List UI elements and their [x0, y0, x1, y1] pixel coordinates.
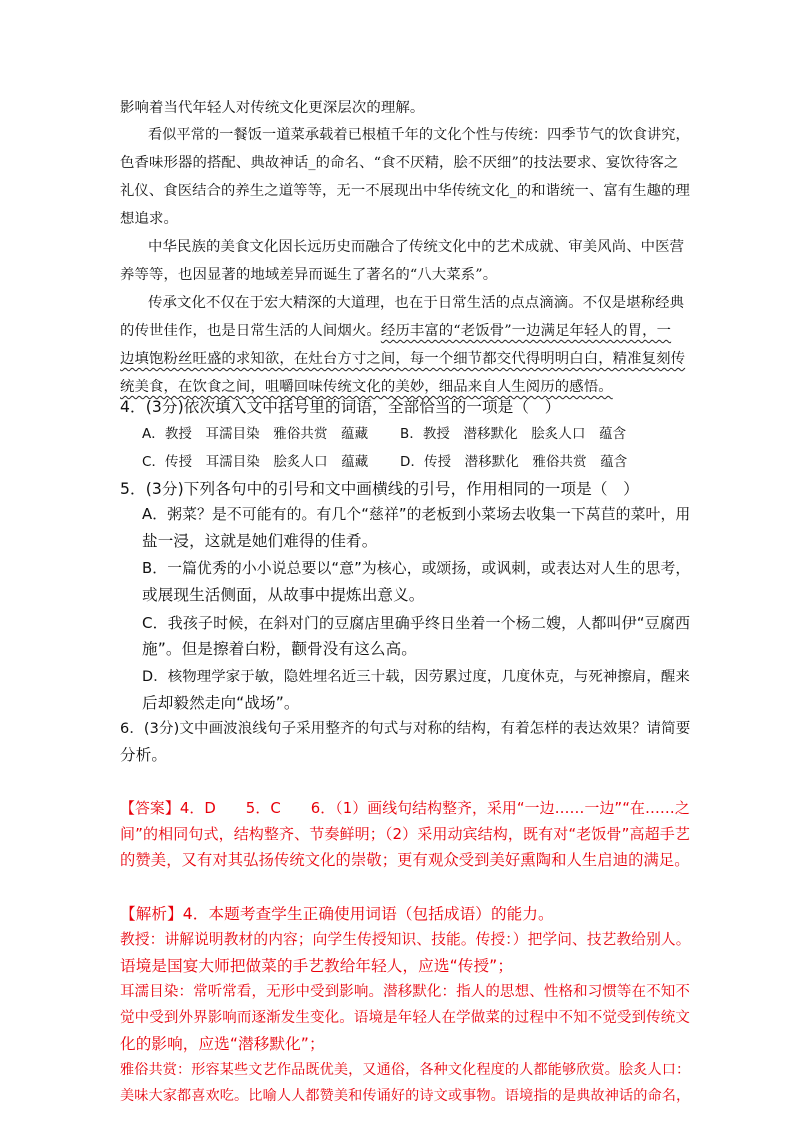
passage-line: 色香味形器的搭配、典故神话_的命名、“食不厌精，脍不厌细”的技法要求、宴饮待客之	[120, 155, 679, 171]
option-a: A．粥菜？是不可能有的。有几个“慈祥”的老板到小菜场去收集一下莴苣的菜叶，用	[142, 506, 691, 523]
wavy-underlined-sentence: 经历丰富的“老饭骨”一边满足年轻人的胃，一	[380, 323, 672, 339]
analysis-line: 美味大家都喜欢吃。比喻人人都赞美和传诵好的诗文或事物。语境指的是典故神话的命名，	[120, 1088, 691, 1104]
option-c-cont: 施”。但是擦着白粉，颧骨没有这么高。	[142, 640, 417, 658]
answer-line: 的赞美，又有对其弘扬传统文化的崇敬；更有观众受到美好熏陶和人生启迪的满足。	[120, 851, 690, 869]
option-b: B．一篇优秀的小小说总要以“意”为核心，或颂扬，或讽刺，或表达对人生的思考，	[142, 560, 691, 577]
question-6-stem-cont: 分析。	[120, 746, 168, 764]
analysis-line: 耳濡目染：常听常看，无形中受到影响。潜移默化：指人的思想、性格和习惯等在不知不	[120, 984, 691, 1000]
passage-line	[120, 349, 685, 369]
analysis-line: 语境是国宴大师把做菜的手艺教给年轻人，应选“传授”；	[120, 957, 514, 975]
passage-line: 看似平常的一餐饭一道菜承载着已根植千年的文化个性与传统：四季节气的饮食讲究，	[148, 127, 690, 143]
option-c: C．传授 耳濡目染 脍炙人口 蕴藏	[142, 455, 369, 470]
analysis-line: 雅俗共赏：形容某些文艺作品既优美，又通俗，各种文化程度的人都能够欣赏。脍炙人口：	[120, 1062, 691, 1078]
passage-line: 影响着当代年轻人对传统文化更深层次的理解。	[120, 100, 425, 116]
question-6-stem: 6．(3分)文中画波浪线句子采用整齐的句式与对称的结构，有着怎样的表达效果？请简要	[120, 721, 691, 737]
passage-line: 礼仪、食医结合的养生之道等等，无一不展现出中华传统文化_的和谐统一、富有生趣的理	[120, 183, 690, 199]
option-a: A．教授 耳濡目染 雅俗共赏 蕴藏	[142, 427, 369, 442]
option-d-cont: 后却毅然走向“战场”。	[142, 694, 300, 712]
option-c: C．我孩子时候，在斜对门的豆腐店里确乎终日坐着一个杨二嫂，人都叫伊“豆腐西	[142, 614, 691, 632]
option-d: D．传授 潜移默化 雅俗共赏 蕴含	[400, 455, 628, 470]
passage-line: 想追求。	[120, 211, 178, 227]
passage-line	[120, 321, 671, 341]
passage-line: 中华民族的美食文化因长远历史而融合了传统文化中的艺术成就、审美风尚、中医营	[148, 239, 685, 255]
analysis-line: 【解析】4．本题考查学生正确使用词语（包括成语）的能力。	[120, 905, 554, 923]
answer-line: 【答案】4．D 5．C 6．（1）画线句结构整齐，采用“一边……一边”“在……之	[120, 799, 690, 817]
passage-line: 传承文化不仅在于宏大精深的大道理，也在于日常生活的点点滴滴。不仅是堪称经典	[148, 295, 685, 311]
analysis-line: 教授：讲解说明教材的内容；向学生传授知识、技能。传授：）把学问、技艺教给别人。	[120, 931, 691, 948]
question-4-stem: 4．(3分)依次填入文中括号里的词语，全部恰当的一项是（ ）	[120, 398, 561, 416]
analysis-line: 觉中受到外界影响而逐渐发生变化。语境是年轻人在学做菜的过程中不知不觉受到传统文	[120, 1010, 691, 1026]
passage-line: 养等等，也因显著的地域差异而诞生了著名的“八大菜系”。	[120, 267, 498, 283]
option-d: D．核物理学家于敏，隐姓埋名近三十载，因劳累过度，几度休克，与死神擦肩，醒来	[142, 669, 690, 685]
analysis-line: 化的影响，应选“潜移默化”；	[120, 1035, 325, 1053]
wavy-underlined-sentence: 边填饱粉丝旺盛的求知欲，在灶台方寸之间，每一个细节都交代得明明白白，精准复刻传	[120, 351, 686, 367]
option-b-cont: 或展现生活侧面，从故事中提炼出意义。	[142, 586, 425, 604]
option-b: B．教授 潜移默化 脍炙人口 蕴含	[400, 427, 627, 442]
answer-line: 间”的相同句式，结构整齐、节奏鲜明；（2）采用动宾结构，既有对“老饭骨”高超手艺	[120, 825, 690, 843]
passage-plain-text: 的传世佳作，也是日常生活的人间烟火。	[120, 323, 381, 339]
option-a-cont: 盐一浸，这就是她们难得的佳肴。	[142, 532, 378, 550]
wavy-underlined-sentence: 统美食，在饮食之间，咀嚼回味传统文化的美妙，细品来自人生阅历的感悟。	[120, 379, 613, 395]
passage-line	[120, 377, 613, 397]
question-5-stem: 5．(3分)下列各句中的引号和文中画横线的引号，作用相同的一项是（ ）	[120, 480, 639, 498]
